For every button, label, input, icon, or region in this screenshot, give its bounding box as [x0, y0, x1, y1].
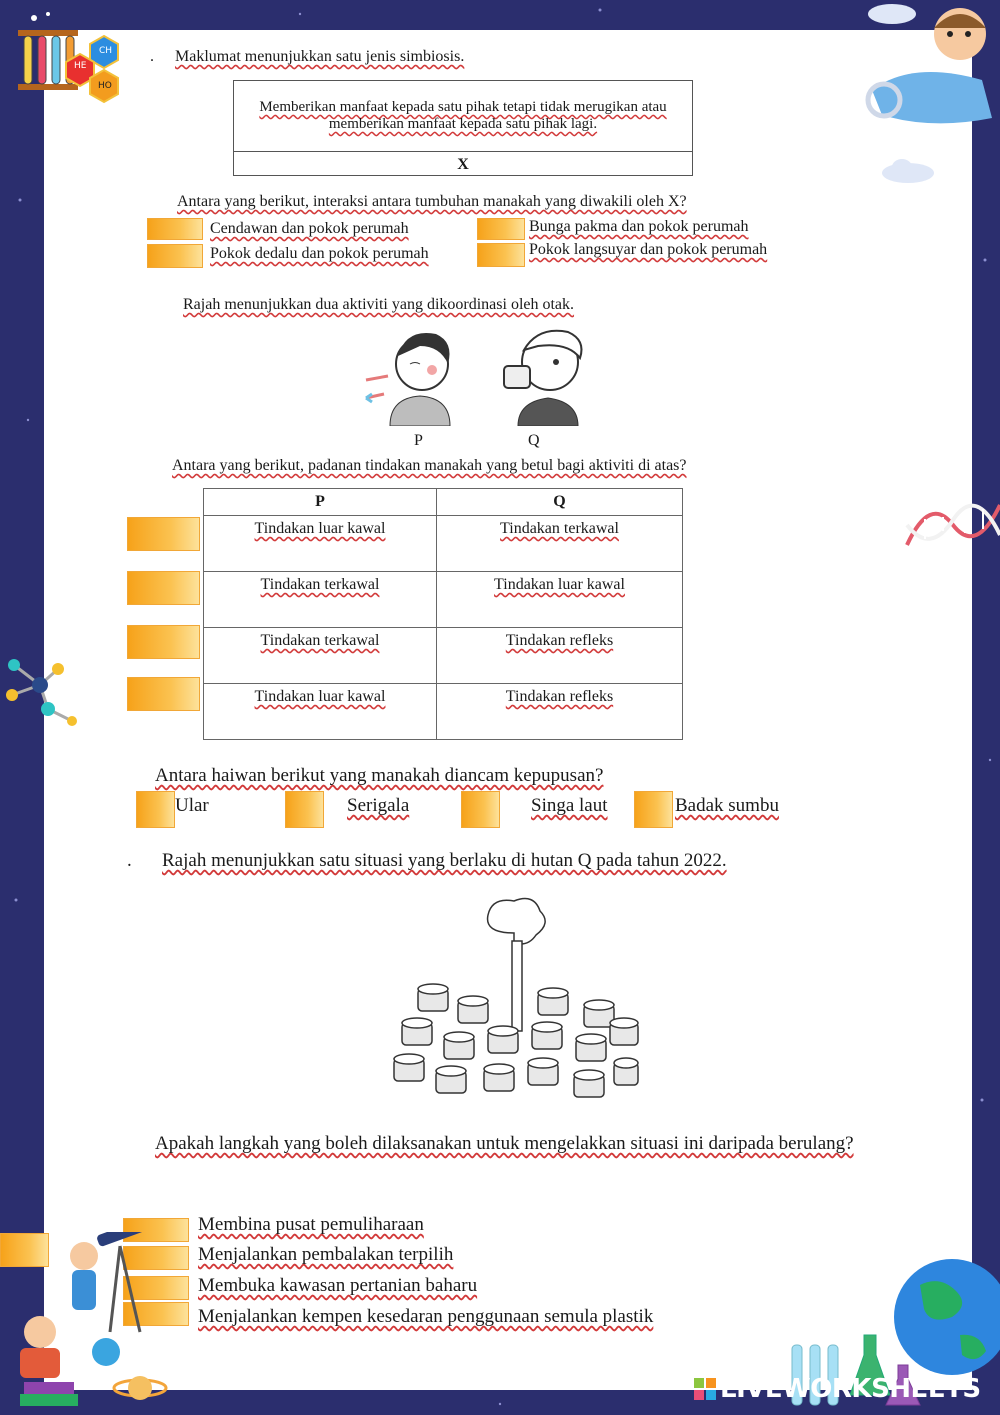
q1-option-label: Cendawan dan pokok perumah	[210, 220, 409, 237]
q3-question: Antara haiwan berikut yang manakah diancam kepupusan?	[155, 765, 604, 786]
boy-drinking-illustration	[498, 322, 598, 426]
table-header: Q	[437, 489, 683, 516]
q3-option-label: Singa laut	[531, 795, 608, 816]
q4-option-label: Menjalankan pembalakan terpilih	[198, 1244, 454, 1265]
answer-option-box[interactable]	[127, 571, 200, 605]
q4-option-label: Membina pusat pemuliharaan	[198, 1214, 424, 1235]
answer-option-box[interactable]	[127, 677, 200, 711]
answer-option-box[interactable]	[147, 218, 203, 240]
label-p: P	[414, 432, 423, 449]
q3-option-label: Ular	[175, 795, 209, 816]
question-number: .	[127, 850, 132, 871]
table-cell: Tindakan refleks	[437, 628, 683, 684]
hex-label: HE	[74, 61, 87, 71]
q1-intro: Maklumat menunjukkan satu jenis simbiosis.	[175, 48, 465, 65]
q3-option-label: Serigala	[347, 795, 410, 816]
kids-telescope-icon	[0, 1232, 200, 1415]
table-cell: Tindakan luar kawal	[204, 516, 437, 572]
label-q: Q	[528, 432, 540, 449]
answer-option-box[interactable]	[477, 218, 525, 240]
table-cell: Tindakan terkawal	[437, 516, 683, 572]
answer-option-box[interactable]	[136, 791, 175, 828]
boy-sneezing-illustration	[360, 320, 460, 426]
answer-option-box[interactable]	[127, 517, 200, 551]
answer-option-box[interactable]	[127, 625, 200, 659]
answer-option-box[interactable]	[147, 244, 203, 268]
liveworksheets-watermark: LIVEWORKSHEETS	[720, 1374, 981, 1404]
hex-label: HO	[98, 81, 112, 91]
q2-question: Antara yang berikut, padanan tindakan manakah yang betul bagi aktiviti di atas?	[172, 457, 687, 474]
table-row	[204, 572, 683, 628]
q1-option-label: Pokok dedalu dan pokok perumah	[210, 245, 429, 262]
table-cell: Tindakan refleks	[437, 684, 683, 740]
hex-label: CH	[99, 46, 113, 56]
table-cell: Tindakan luar kawal	[204, 684, 437, 740]
airplane-pilot-icon	[852, 0, 1000, 145]
answer-option-box[interactable]	[634, 791, 673, 828]
answer-option-box[interactable]	[477, 243, 525, 267]
q1-question: Antara yang berikut, interaksi antara tumbuhan manakah yang diwakili oleh X?	[177, 193, 687, 210]
q4-option-label: Membuka kawasan pertanian baharu	[198, 1275, 478, 1296]
hexagon-icon	[62, 34, 132, 104]
molecule-icon	[0, 655, 80, 730]
q4-option-label: Menjalankan kempen kesedaran penggunaan semula plastik	[198, 1306, 654, 1327]
table-header: P	[204, 489, 437, 516]
table-cell: Tindakan luar kawal	[437, 572, 683, 628]
answer-option-box[interactable]	[461, 791, 500, 828]
question-number: .	[150, 48, 154, 65]
q1-option-label: Pokok langsuyar dan pokok perumah	[529, 241, 768, 258]
table-cell: Tindakan terkawal	[204, 572, 437, 628]
symbiosis-description: Memberikan manfaat kepada satu pihak tetapi tidak merugikan atau memberikan manfaat kepada satu pihak lagi.	[234, 81, 692, 152]
q4-question: Apakah langkah yang boleh dilaksanakan untuk mengelakkan situasi ini daripada berulang?	[155, 1133, 854, 1154]
cloud-icon	[880, 155, 936, 185]
liveworksheets-logo-icon	[694, 1378, 716, 1400]
symbiosis-info-box	[233, 80, 693, 176]
dna-icon	[905, 495, 1000, 555]
q4-intro: Rajah menunjukkan satu situasi yang berlaku di hutan Q pada tahun 2022.	[162, 850, 727, 871]
deforestation-illustration	[388, 893, 644, 1111]
table-cell: Tindakan terkawal	[204, 628, 437, 684]
table-row	[204, 516, 683, 572]
q3-option-label: Badak sumbu	[675, 795, 779, 816]
action-pairing-table	[203, 488, 683, 740]
q2-intro: Rajah menunjukkan dua aktiviti yang dikoordinasi oleh otak.	[183, 296, 575, 313]
answer-option-box[interactable]	[285, 791, 324, 828]
symbiosis-label: X	[457, 155, 469, 173]
q1-option-label: Bunga pakma dan pokok perumah	[529, 218, 749, 235]
table-row	[204, 628, 683, 684]
table-row	[204, 684, 683, 740]
